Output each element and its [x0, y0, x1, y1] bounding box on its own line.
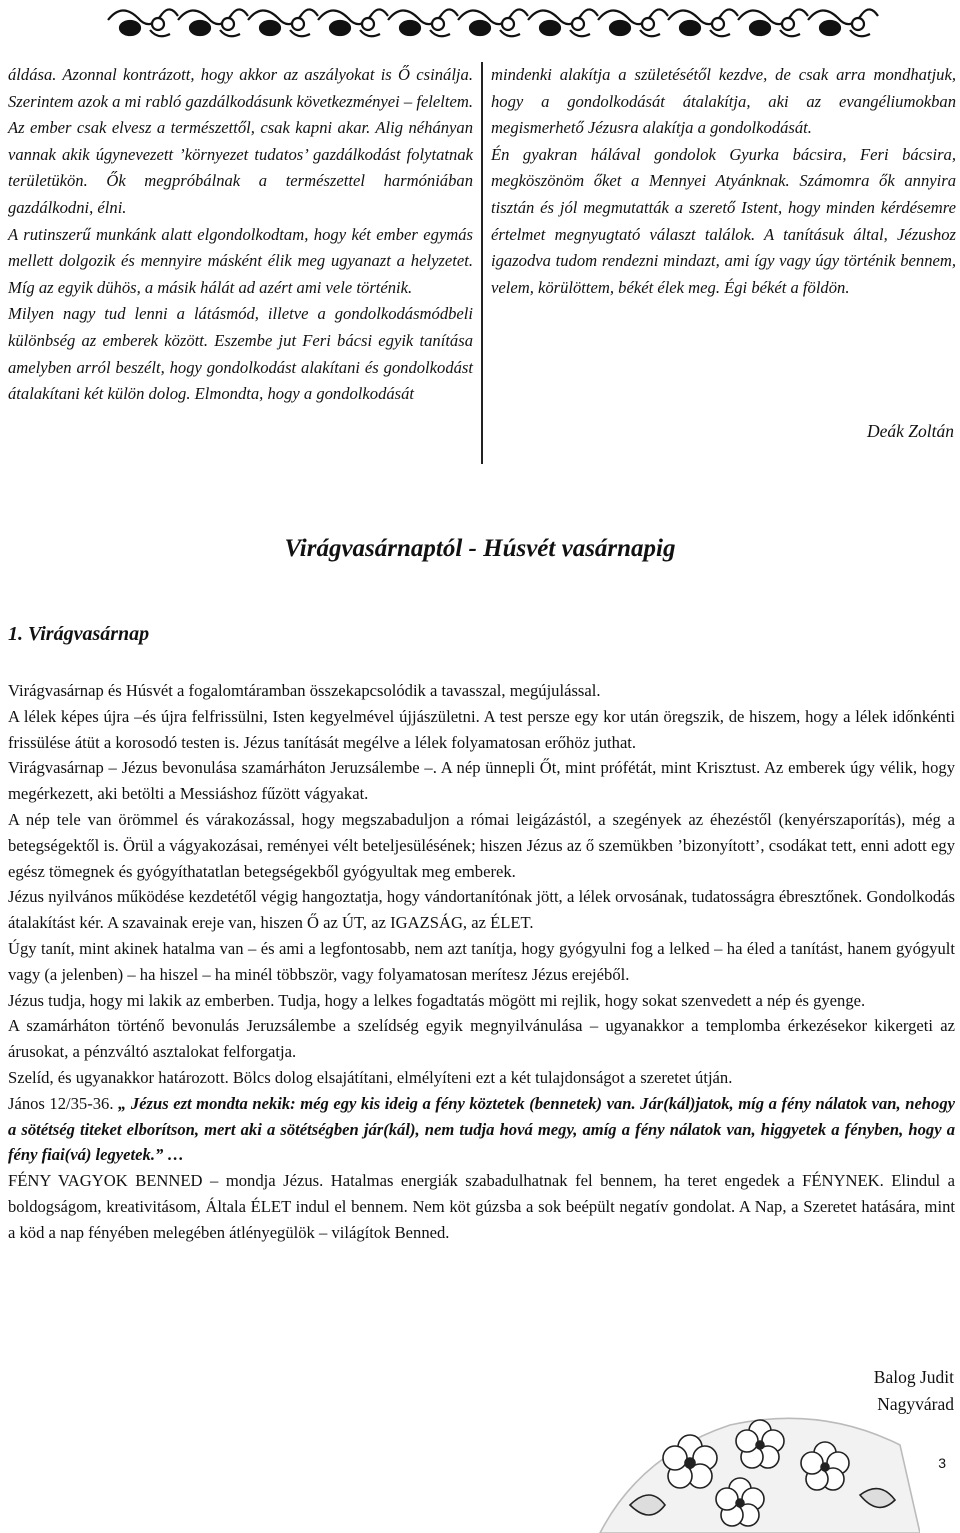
right-paragraph-1: mindenki alakítja a születésétől kezdve, de csak arra mondhatjuk, hogy a gondolkodását átalakítja, aki az evangéliumokban megismerhető Jézusra alakítja a gondolkodását. — [491, 65, 956, 138]
right-column — [491, 62, 956, 301]
body-paragraph: A lélek képes újra –és újra felfrissülni, Isten kegyelmével újjászületni. A test persze egy kor után öregszik, de hiszem, hogy a lélek időnkénti frissülése átüt a korosodó testen is. Jézus tanítását megélve a lélek folyamatosan erőhöz juthat. — [8, 706, 955, 752]
author-name: Balog Judit — [873, 1367, 954, 1387]
section-title: Virágvasárnaptól - Húsvét vasárnapig — [284, 535, 676, 562]
body-paragraph: Jézus nyilvános működése kezdetétől végig hangoztatja, hogy vándortanítónak jött, a lélek orvosának, tudatosságra ébresztőnek. Gondolkodás átalakítást kér. A szavainak ereje van, hiszen Ő az ÚT, az IGAZSÁG, az ÉLET. — [8, 887, 955, 933]
main-body — [8, 678, 955, 1246]
sub-heading: 1. Virágvasárnap — [8, 623, 150, 645]
body-paragraph: Úgy tanít, mint akinek hatalma van – és ami a legfontosabb, nem azt tanítja, hogy gyógyulni fog a lelked – ha éled a tanítást, hanem gyógyult vagy (a jelenben) – ha hiszel – ha minél többször, vagy folyamatosan merítesz Jézus erejéből. — [8, 938, 955, 984]
body-paragraph: Szelíd, és ugyanakkor határozott. Bölcs dolog elsajátítani, elmélyíteni ezt a két tulajdonságot a szeretet útján. — [8, 1067, 733, 1087]
body-paragraph: Virágvasárnap és Húsvét a fogalomtáramban összekapcsolódik a tavasszal, megújulással. — [8, 681, 601, 700]
author-signature-2 — [874, 1364, 954, 1418]
left-paragraph-3: Milyen nagy tud lenni a látásmód, illetve a gondolkodásmódbeli különbség az emberek között. Eszembe jut Feri bácsi egyik tanítása amelyben arról beszélt, hogy gondolkodást alakítani és gondolkodást átalakítani két külön dolog. Elmondta, hogy a gondolkodását — [8, 304, 473, 404]
body-paragraph: A nép tele van örömmel és várakozással, hogy megszabaduljon a római leigázástól, a szegények az éhezéstől (kenyérszaporítás), még a betegségektől is. Örül a vágyakozásai, reményei vélt beteljesülésének; hiszen Jézus az ő szemükben ’bizonyított’, csodákat tett, enni adott egy egész tömegnek és gyógyíthatatlan betegségekből gyógyultak meg emberek. — [8, 809, 955, 881]
left-paragraph-2: A rutinszerű munkánk alatt elgondolkodtam, hogy két ember egymás mellett dolgozik és mennyire másként élik meg ugyanazt a helyzetet. Míg az egyik dühös, a másik hálát ad azért ami vele történik. — [8, 224, 473, 297]
left-column — [8, 62, 473, 408]
author-location: Nagyvárad — [877, 1394, 954, 1414]
right-paragraph-2: Én gyakran hálával gondolok Gyurka bácsira, Feri bácsira, megköszönöm őket a Mennyei Atyánknak. Számomra ők annyira tisztán és jól megmutatták a szerető Istent, hogy minden kérdésemre értelmet megnyugtató választ találok. A tanításuk által, Jézushoz igazodva tudom rendezni mindazt, ami így vagy úgy történik bennem, velem, körülöttem, békét élek meg. Égi békét a földön. — [491, 144, 956, 297]
quote-text: „ Jézus ezt mondta nekik: még egy kis ideig a fény köztetek (bennetek) van. Jár(kál)jatok, míg a fény nálatok van, nehogy a sötétség titeket elborítson, mert aki a sötétségben jár(kál), nem tudja hová megy, amíg a fény nálatok van, higgyetek a fényben, hogy a fény fiai(vá) legyetek.” … — [8, 1093, 955, 1165]
quote-reference: János 12/35-36. — [8, 1093, 119, 1113]
left-paragraph-1: áldása. Azonnal kontrázott, hogy akkor az aszályokat is Ő csinálja. Szerintem azok a mi rabló gazdálkodásunk következményei – feleltem. Az ember csak elvesz a természettől, csak kapni akar. Alig néhányan vannak akik úgynevezett ’környezet tudatos’ gazdálkodást folytatnak területükön. Ők megpróbálnak a természettel harmóniában gazdálkodni, élni. — [8, 65, 473, 217]
body-paragraph: Jézus tudja, hogy mi lakik az emberben. Tudja, hogy a lelkes fogadtatás mögött mi rejlik, hogy sokat szenvedett a nép és gyenge. — [8, 990, 866, 1010]
author-signature-1: Deák Zoltán — [866, 421, 954, 441]
decorative-border-ornament — [100, 0, 900, 46]
body-paragraph: Virágvasárnap – Jézus bevonulása szamárháton Jeruzsálembe –. A nép ünnepli Őt, mint prófétát, mint Krisztust. Az emberek úgy vélik, hogy megérkezett, aki betölti a Messiáshoz fűzött vágyakat. — [8, 758, 955, 804]
flower-decoration-icon — [560, 1385, 920, 1533]
final-paragraph: FÉNY VAGYOK BENNED – mondja Jézus. Hatalmas energiák szabadulhatnak fel bennem, ha teret engedek a FÉNYNEK. Elindul a boldogságom, kreativitásom, Általa ÉLET indul el bennem. Nem köt gúzsba a sok beépült negatív gondolat. A Nap, a Szeretet hatására, mint a köd a nap fényében melegében átlényegülök – világítok Benned. — [8, 1171, 955, 1242]
page-number: 3 — [938, 1455, 946, 1471]
column-divider — [481, 62, 483, 464]
quote-paragraph — [8, 1091, 955, 1168]
body-paragraph: A szamárháton történő bevonulás Jeruzsálembe a szelídség egyik megnyilvánulása – ugyanakkor a templomba érkezésekor kikergeti az árusokat, a pénzváltó asztalokat felforgatja. — [8, 1016, 955, 1062]
